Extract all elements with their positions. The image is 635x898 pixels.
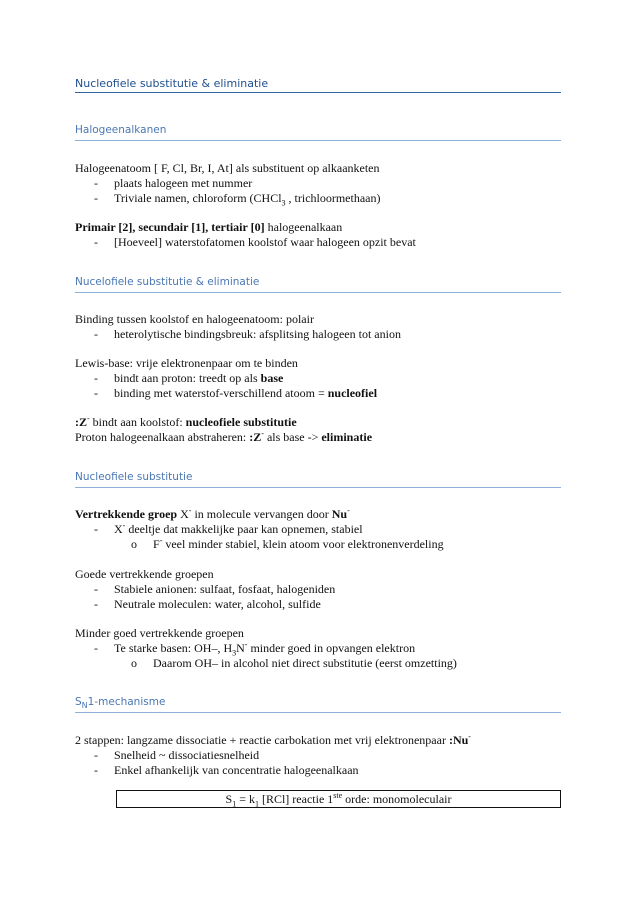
bullet-item: - bindt aan proton: treedt op als base	[94, 371, 284, 385]
bullet-dash: -	[94, 582, 98, 596]
bullet-circle: o	[131, 537, 137, 551]
bullet-item: - plaats halogeen met nummer	[94, 176, 253, 190]
text-line: Vertrekkende groep X- in molecule vervangen door Nu-	[75, 506, 350, 521]
sub-bullet-item: o F- veel minder stabiel, klein atoom voor elektronenverdeling	[131, 536, 444, 551]
bullet-dash: -	[94, 641, 98, 655]
text-line: :Z- bindt aan koolstof: nucleofiele substitutie	[75, 414, 297, 429]
section-rule	[75, 487, 561, 488]
heading-halogeenalkanen: Halogeenalkanen	[75, 124, 167, 136]
heading-sn1-mechanisme: $S_N1$-mechanisme	[75, 696, 166, 711]
bullet-item: - [Hoeveel] waterstofatomen koolstof waar halogeen opzit bevat	[94, 235, 416, 249]
text-line: Lewis-base: vrije elektronenpaar om te binden	[75, 356, 298, 370]
bullet-dash: -	[94, 176, 98, 190]
heading-nucelofiele-substitutie-eliminatie: Nucelofiele substitutie & eliminatie	[75, 276, 260, 288]
bullet-item: - binding met waterstof-verschillend atoom = nucleofiel	[94, 386, 378, 400]
bullet-dash: -	[94, 191, 98, 205]
text-line: Primair [2], secundair [1], tertiair [0] halogeenalkaan	[75, 220, 343, 234]
bullet-circle: o	[131, 656, 137, 670]
section-rule	[75, 292, 561, 293]
sub-bullet-item: o Daarom OH– in alcohol niet direct substitutie (eerst omzetting)	[131, 656, 457, 670]
section-rule	[75, 712, 561, 713]
bullet-item: - Stabiele anionen: sulfaat, fosfaat, halogeniden	[94, 582, 336, 596]
bullet-dash: -	[94, 386, 98, 400]
bullet-dash: -	[94, 235, 98, 249]
bullet-dash: -	[94, 597, 98, 611]
text-line: Goede vertrekkende groepen	[75, 567, 214, 581]
text-line: 2 stappen: langzame dissociatie + reactie carbokation met vrij elektronenpaar :Nu-	[75, 732, 471, 747]
bullet-item: - Neutrale moleculen: water, alcohol, sulfide	[94, 597, 321, 611]
bullet-item: - Triviale namen, chloroform (CHCl$_3$ , trichloormethaan)	[94, 191, 381, 208]
text-line: Binding tussen koolstof en halogeenatoom: polair	[75, 312, 314, 326]
text-line: Halogeenatoom [ F, Cl, Br, I, At] als substituent op alkaanketen	[75, 161, 380, 175]
bullet-item: - heterolytische bindingsbreuk: afsplitsing halogeen tot anion	[94, 327, 401, 341]
bullet-dash: -	[94, 763, 98, 777]
page-title: Nucleofiele substitutie & eliminatie	[75, 77, 269, 90]
bullet-dash: -	[94, 522, 98, 536]
section-rule	[75, 140, 561, 141]
heading-nucleofiele-substitutie: Nucleofiele substitutie	[75, 471, 193, 483]
bullet-item: - Te starke basen: OH–, $H_3N^-$ minder goed in opvangen elektron	[94, 640, 416, 658]
bullet-dash: -	[94, 748, 98, 762]
title-rule	[75, 92, 561, 93]
bullet-dash: -	[94, 371, 98, 385]
text-line: Proton halogeenalkaan abstraheren: :Z- als base -> eliminatie	[75, 429, 373, 444]
bullet-item: - Snelheid ~ dissociatiesnelheid	[94, 748, 260, 762]
rate-equation-box: $S_1 = k_1$ [RCl] reactie 1ste orde: monomoleculair	[116, 790, 561, 808]
bullet-item: - Enkel afhankelijk van concentratie halogeenalkaan	[94, 763, 359, 777]
bullet-item: - X- deeltje dat makkelijke paar kan opnemen, stabiel	[94, 521, 363, 536]
bullet-dash: -	[94, 327, 98, 341]
text-line: Minder goed vertrekkende groepen	[75, 626, 244, 640]
